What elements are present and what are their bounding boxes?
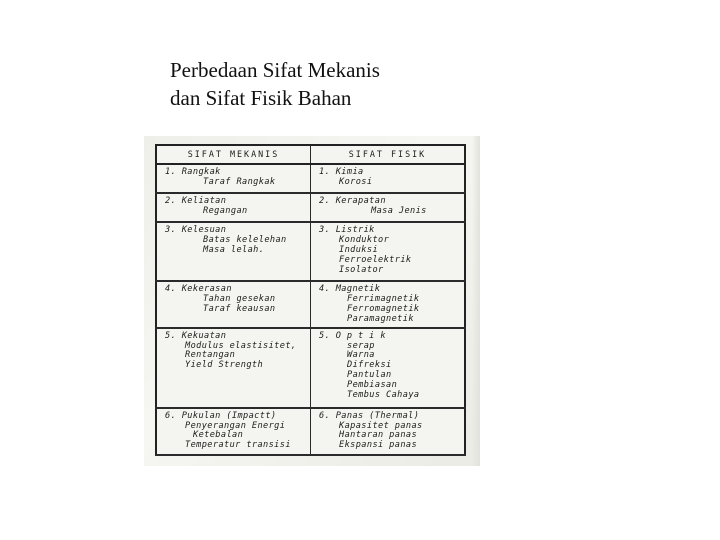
cell-item: Ferroelektrik xyxy=(339,254,412,265)
cell-heading: 6. Panas (Thermal) xyxy=(319,410,420,421)
cell-fisik xyxy=(311,328,466,408)
title-line-1: Perbedaan Sifat Mekanis xyxy=(170,58,380,82)
cell-heading: 4. Kekerasan xyxy=(165,284,232,294)
cell-fisik xyxy=(311,164,466,193)
cell-item: Konduktor xyxy=(339,234,390,245)
cell-item: Batas kelelehan xyxy=(203,234,287,245)
cell-item: Taraf keausan xyxy=(203,303,276,314)
cell-item: Regangan xyxy=(203,205,248,216)
table-row xyxy=(156,408,465,455)
page-title xyxy=(170,56,380,112)
header-mekanis: SIFAT MEKANIS xyxy=(156,145,311,164)
table-header-row xyxy=(156,145,465,164)
cell-heading: 4. Magnetik xyxy=(319,284,381,294)
cell-item: Warna xyxy=(347,350,375,361)
cell-item: Hantaran panas xyxy=(339,430,418,441)
cell-heading: 3. Listrik xyxy=(319,225,375,235)
cell-item: Ferromagnetik xyxy=(347,303,420,314)
cell-item: Tahan gesekan xyxy=(203,293,276,304)
cell-mekanis xyxy=(156,193,311,222)
cell-item: Paramagnetik xyxy=(347,313,414,324)
cell-item: Penyerangan Energi xyxy=(185,420,286,431)
table-row xyxy=(156,328,465,408)
cell-heading: 1. Rangkak xyxy=(165,167,221,177)
cell-item: Ekspansi panas xyxy=(339,440,418,451)
cell-item: Pembiasan xyxy=(347,380,398,391)
table-row xyxy=(156,222,465,281)
cell-mekanis xyxy=(156,164,311,193)
cell-heading: 3. Kelesuan xyxy=(165,225,227,235)
cell-item: Rentangan xyxy=(185,350,236,361)
title-line-2: dan Sifat Fisik Bahan xyxy=(170,86,352,110)
cell-item: Ketebalan xyxy=(193,430,244,441)
cell-mekanis xyxy=(156,408,311,455)
table-row xyxy=(156,281,465,328)
cell-fisik xyxy=(311,222,466,281)
header-fisik: SIFAT FISIK xyxy=(311,145,466,164)
cell-mekanis xyxy=(156,281,311,328)
cell-heading: 2. Kerapatan xyxy=(319,196,386,206)
cell-item: Temperatur transisi xyxy=(185,440,291,451)
cell-item: Induksi xyxy=(339,244,379,255)
table-row xyxy=(156,193,465,222)
properties-table xyxy=(155,144,466,456)
cell-item: serap xyxy=(347,340,375,351)
cell-item: Kapasitet panas xyxy=(339,420,423,431)
cell-item: Masa lelah. xyxy=(203,244,265,255)
cell-item: Taraf Rangkak xyxy=(203,176,276,187)
cell-item: Korosi xyxy=(339,176,373,187)
cell-fisik xyxy=(311,408,466,455)
cell-heading: 1. Kimia xyxy=(319,167,364,177)
cell-item: Ferrimagnetik xyxy=(347,293,420,304)
cell-fisik xyxy=(311,193,466,222)
cell-item: Masa Jenis xyxy=(371,205,427,216)
cell-heading: 2. Keliatan xyxy=(165,196,227,206)
cell-item: Modulus elastisitet, xyxy=(185,340,297,351)
cell-heading: 6. Pukulan (Impactt) xyxy=(165,410,277,421)
cell-mekanis xyxy=(156,222,311,281)
cell-item: Pantulan xyxy=(347,370,392,381)
cell-fisik xyxy=(311,281,466,328)
cell-item: Tembus Cahaya xyxy=(347,390,420,401)
table-row xyxy=(156,164,465,193)
cell-heading: 5. Kekuatan xyxy=(165,330,227,341)
cell-item: Difreksi xyxy=(347,360,392,371)
cell-heading: 5. O p t i k xyxy=(319,330,386,341)
cell-mekanis xyxy=(156,328,311,408)
cell-item: Isolator xyxy=(339,264,384,275)
cell-item: Yield Strength xyxy=(185,360,264,371)
